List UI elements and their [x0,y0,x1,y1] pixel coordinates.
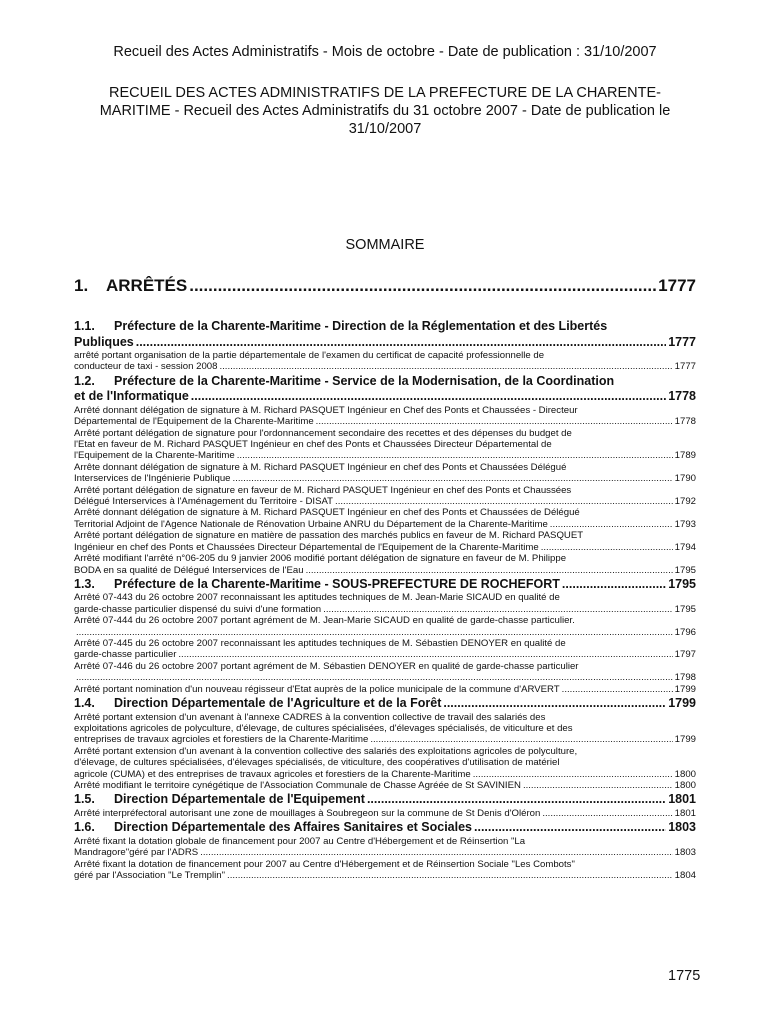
section-title: Publiques [74,334,134,349]
item-page: 1800 [674,780,696,791]
toc-section [74,792,696,808]
page-header: Recueil des Actes Administratifs - Mois de octobre - Date de publication : 31/10/2007 [113,44,657,60]
section-page: 1801 [668,792,696,807]
section-page: 1795 [668,576,696,591]
section-title: et de l'Informatique [74,389,189,404]
section-number: 1.5. [74,792,95,807]
dot-leader [227,870,673,881]
item-text: l'Equipement de la Charente-Maritime [74,450,235,462]
table-of-contents [74,318,696,881]
toc-item[interactable] [74,746,696,780]
item-page: 1799 [674,683,696,695]
item-text-line: l'Etat en faveur de M. Richard PASQUET Ingénieur en chef des Ponts et Chaussées Directeur Départemental de [74,439,552,451]
toc-item[interactable] [74,530,696,553]
item-text-line: Arrêté portant délégation de signature en faveur de M. Richard PASQUET Ingénieur en chef des Ponts et Chaussées [74,484,572,496]
item-page: 1797 [674,649,696,661]
chapter-heading[interactable] [74,276,696,296]
toc-item[interactable] [74,592,696,615]
item-page: 1795 [674,603,696,615]
dot-leader [562,577,666,593]
item-text-line: Arrêté fixant la dotation de financement pour 2007 au Centre d'Hébergement et de Réinsertion Sociale "Les Combots" [74,858,575,870]
toc-section [74,696,696,712]
toc-item[interactable] [74,808,696,819]
section-page: 1777 [668,334,696,349]
item-last-line [74,769,696,780]
item-last-line [74,780,696,791]
section-number: 1.3. [74,576,95,591]
section-title: Préfecture de la Charente-Maritime - Direction de la Réglementation et des Libertés [114,319,608,333]
section-number: 1.6. [74,820,95,835]
section-title-line [74,374,696,390]
section-entry-link[interactable] [74,389,696,405]
section-entry-link[interactable] [74,820,696,836]
section-entry-link[interactable] [74,577,696,593]
item-page: 1794 [674,541,696,553]
dot-leader [335,496,673,507]
item-text-line: Arrêté 07-444 du 26 octobre 2007 portant agrément de M. Jean-Marie SICAUD en qualité de garde-chasse particulier. [74,615,575,627]
dot-leader [76,672,673,683]
item-page: 1793 [674,518,696,530]
title-line: RECUEIL DES ACTES ADMINISTRATIFS DE LA PREFECTURE DE LA CHARENTE- [109,85,661,101]
dot-leader [178,649,672,660]
item-text: Délégué Interservices à l'Aménagement du Territoire - DISAT [74,496,334,508]
item-text-line: Arrête donnant délégation de signature à M. Richard PASQUET Ingénieur en chef des Ponts et Chaussées Délégué [74,461,567,473]
section-entry-link[interactable] [74,792,696,808]
dot-leader [237,450,673,461]
item-text: Arrêté interpréfectoral autorisant une zone de mouillages à Soubregeon sur la commune de St Denis d'Oléron [74,807,541,819]
item-page: 1796 [674,626,696,638]
dot-leader [367,792,666,808]
toc-item[interactable] [74,350,696,373]
item-last-line [74,473,696,484]
section-title: Direction Départementale des Affaires Sanitaires et Sociales [114,820,473,835]
item-text-line: arrêté portant organisation de la partie départementale de l'examen du certificat de capacité professionnelle de [74,350,545,361]
item-page: 1792 [674,496,696,508]
title-line: 31/10/2007 [348,121,422,137]
dot-leader [473,769,673,780]
item-last-line [74,847,696,858]
item-text-line: Arrêté 07-445 du 26 octobre 2007 reconnaissant les aptitudes techniques de M. Sébastien DENOYER en qualité de [74,638,566,650]
item-text-line: Arrêté 07-446 du 26 octobre 2007 portant agrément de M. Sébastien DENOYER en qualité de garde-chasse particulier [74,660,579,672]
toc-item[interactable] [74,684,696,695]
dot-leader [523,780,673,791]
item-last-line [74,542,696,553]
item-text: garde-chasse particulier dispensé du suivi d'une formation [74,603,322,615]
section-number: 1.1. [74,319,95,333]
dot-leader [562,684,673,695]
item-text: Arrêté modifiant le territoire cynégétique de l'Association Communale de Chasse Agréée de St SAVINIEN [74,780,521,791]
item-text-line: Arrêté modifiant l'arrêté n°06-205 du 9 janvier 2006 modifié portant délégation de signature en faveur de M. Philippe [74,553,567,565]
item-last-line [74,496,696,507]
section-title: Direction Départementale de l'Agriculture et de la Forêt [114,696,442,711]
item-text: Mandragore"géré par l'ADRS [74,847,199,859]
item-last-line [74,450,696,461]
toc-item[interactable] [74,485,696,508]
toc-item[interactable] [74,859,696,882]
item-text: conducteur de taxi - session 2008 [74,361,218,373]
item-last-line [74,519,696,530]
chapter-number: 1. [74,276,89,295]
section-title: Direction Départementale de l'Equipement [114,792,365,807]
toc-section [74,374,696,405]
item-text: Territorial Adjoint de l'Agence Nationale de Rénovation Urbaine ANRU du Département de la Charente-Maritime [74,518,548,530]
item-text: géré par l'Association "Le Tremplin" [74,870,226,882]
toc-item[interactable] [74,615,696,638]
section-page: 1778 [668,389,696,404]
section-title: Préfecture de la Charente-Maritime - Service de la Modernisation, de la Coordination [114,373,615,388]
item-text-line: exploitations agricoles de polyculture, d'élevage, de cultures spécialisées, d'élevages spécialisés, de viticulture et des [74,722,573,734]
dot-leader [370,734,672,745]
chapter-page: 1777 [658,276,696,295]
item-text-line: Arrêté 07-443 du 26 octobre 2007 reconnaissant les aptitudes techniques de M. Jean-Marie SICAUD en qualité de [74,592,560,604]
dot-leader [219,361,672,372]
toc-section [74,577,696,593]
section-title: Préfecture de la Charente-Maritime - SOUS-PREFECTURE DE ROCHEFORT [114,576,560,591]
item-last-line [74,361,696,372]
section-entry-link[interactable] [74,335,696,351]
section-entry-link[interactable] [74,696,696,712]
item-page: 1800 [674,768,696,780]
dot-leader [541,542,673,553]
item-text: BODA en sa qualité de Délégué Interservices de l'Eau [74,564,304,576]
toc-item[interactable] [74,712,696,746]
item-last-line [74,870,696,881]
item-text-line: Arrêté portant extension d'un avenant à l'annexe CADRES à la convention collective de travail des salariés des [74,711,546,723]
item-text-line: d'élevage, de cultures spécialisées, d'élevages spécialisés, de viticulture, des coopératives d'utilisation de matériel [74,757,560,769]
item-text: Arrêté portant nomination d'un nouveau régisseur d'Etat auprès de la police municipale de la commune d'ARVERT [74,683,560,695]
dot-leader [191,389,666,405]
item-text: Départemental de l'Equipement de la Charente-Maritime [74,416,314,428]
dot-leader [323,604,673,615]
item-page: 1789 [674,450,696,462]
item-text: Interservices de l'Ingénierie Publique [74,473,231,485]
item-text-line: Arrêté donnant délégation de signature à M. Richard PASQUET Ingénieur en chef des Ponts et Chaussées de Délégué [74,507,580,519]
item-text: entreprises de travaux agrcioles et forestiers de la Charente-Maritime [74,734,369,746]
item-page: 1804 [674,870,696,882]
dot-leader [542,808,672,819]
dot-leader [550,519,673,530]
toc-section [74,820,696,836]
section-page: 1803 [668,820,696,835]
item-text-line: Arrêté fixant la dotation globale de financement pour 2007 au Centre d'Hébergement et de Réinsertion "La [74,835,526,847]
toc-item[interactable] [74,780,696,791]
chapter-title: ARRÊTÉS [106,276,188,295]
item-page: 1795 [674,564,696,576]
dot-leader [200,847,673,858]
item-last-line [74,627,696,638]
section-page: 1799 [668,696,696,711]
toc-item[interactable] [74,405,696,428]
item-last-line [74,808,696,819]
toc-item[interactable] [74,638,696,661]
dot-leader [76,627,673,638]
item-page: 1801 [674,807,696,819]
toc-item[interactable] [74,836,696,859]
dot-leader [474,820,666,836]
item-page: 1778 [674,416,696,428]
toc-item[interactable] [74,428,696,462]
document-title [60,84,710,138]
item-last-line [74,649,696,660]
title-line: MARITIME - Recueil des Actes Administratifs du 31 octobre 2007 - Date de publication le [99,103,671,119]
dot-leader [306,565,673,576]
item-last-line [74,734,696,745]
page-number: 1775 [668,968,701,984]
toc-item[interactable] [74,553,696,576]
item-text-line: Arrêté portant délégation de signature pour l'ordonnancement secondaire des recettes et des dépenses du budget de [74,427,572,439]
item-page: 1803 [674,847,696,859]
dot-leader [316,416,673,427]
item-text-line: Arrêté portant extension d'un avenant à la convention collective des salariés des exploitations agricoles de polyculture, [74,745,578,757]
dot-leader [443,696,666,712]
item-text: agricole (CUMA) et des entreprises de travaux agricoles et forestiers de la Charente-Maritime [74,768,471,780]
toc-item[interactable] [74,661,696,684]
toc-item[interactable] [74,507,696,530]
sommaire-heading: SOMMAIRE [345,237,425,253]
item-last-line [74,604,696,615]
item-text-line: Arrêté portant délégation de signature en matière de passation des marchés publics en faveur de M. Richard PASQUET [74,530,584,542]
item-page: 1799 [674,734,696,746]
item-page: 1790 [674,473,696,485]
dot-leader [136,335,666,351]
item-page: 1777 [674,361,696,373]
item-last-line [74,684,696,695]
toc-item[interactable] [74,462,696,485]
dot-leader [233,473,673,484]
section-number: 1.2. [74,373,95,388]
item-text: Ingénieur en chef des Ponts et Chaussées Directeur Départemental de l'Equipement de la Charente-Maritime [74,541,539,553]
item-last-line [74,565,696,576]
item-last-line [74,672,696,683]
item-last-line [74,416,696,427]
section-title-line [74,319,696,335]
item-text: garde-chasse particulier [74,649,177,661]
item-text-line: Arrêté donnant délégation de signature à M. Richard PASQUET Ingénieur en Chef des Ponts et Chaussées - Directeur [74,404,578,416]
item-page: 1798 [674,672,696,684]
section-number: 1.4. [74,696,95,711]
dot-leader [189,276,656,296]
toc-section [74,319,696,350]
